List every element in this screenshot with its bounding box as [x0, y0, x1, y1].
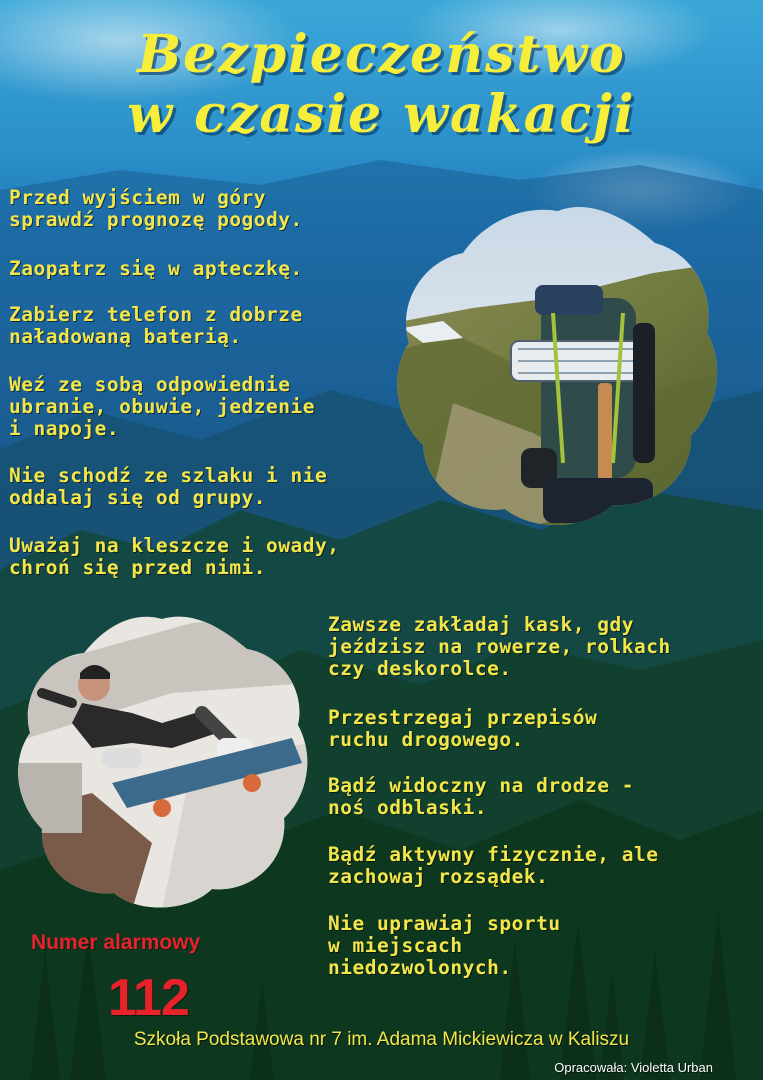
tip-charged-phone: Zabierz telefon z dobrze naładowaną baterią.	[9, 303, 303, 348]
tip-traffic-rules: Przestrzegaj przepisów ruchu drogowego.	[328, 706, 598, 751]
school-name: Szkoła Podstawowa nr 7 im. Adama Mickiewicza w Kaliszu	[133, 1029, 630, 1050]
tip-wear-helmet: Zawsze zakładaj kask, gdy jeździsz na rowerze, rolkach czy deskorolce.	[328, 613, 671, 680]
tip-clothing-food: Weź ze sobą odpowiednie ubranie, obuwie, jedzenie i napoje.	[9, 373, 315, 440]
poster-title-line-2: w czasie wakacji	[127, 84, 636, 145]
poster-title-line-1: Bezpieczeństwo	[137, 24, 626, 85]
tip-weather-forecast: Przed wyjściem w góry sprawdź prognozę pogody.	[9, 186, 303, 231]
hiker-photo	[393, 203, 723, 531]
tip-first-aid-kit: Zaopatrz się w apteczkę.	[9, 257, 303, 280]
skater-photo	[12, 613, 310, 910]
emergency-number-label: Numer alarmowy	[31, 931, 201, 954]
tip-ticks-insects: Uważaj na kleszcze i owady, chroń się przed nimi.	[9, 534, 340, 579]
emergency-number: 112	[108, 969, 189, 1027]
tip-be-active: Bądź aktywny fizycznie, ale zachowaj rozsądek.	[328, 843, 659, 888]
tip-reflectors: Bądź widoczny na drodze - noś odblaski.	[328, 774, 634, 819]
tip-no-sport-forbidden-places: Nie uprawiaj sportu w miejscach niedozwolonych.	[328, 912, 561, 979]
author-credit: Opracowała: Violetta Urban	[554, 1060, 713, 1075]
tip-stay-on-trail: Nie schodź ze szlaku i nie oddalaj się od grupy.	[9, 464, 328, 509]
